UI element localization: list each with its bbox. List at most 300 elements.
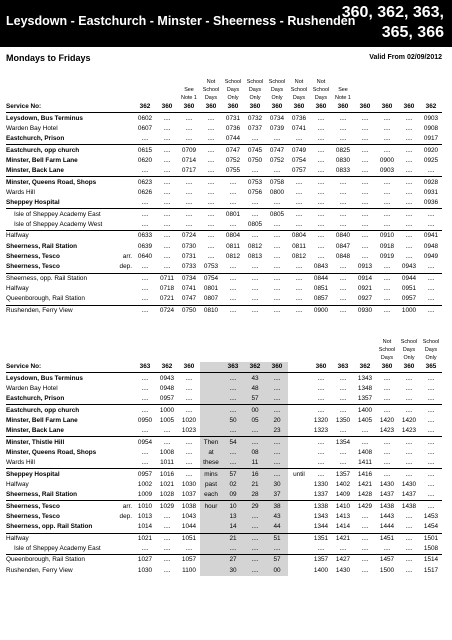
departure-time: 0801 [225,210,241,218]
notes-row [6,78,442,102]
departure-time: .... [244,134,266,145]
departure-time: .... [229,178,237,186]
service-note: School Days Only [400,339,418,361]
departure-time: 1402 [335,480,351,488]
service-number: 360 [288,102,310,113]
timetable-row [6,405,442,416]
service-note: School Days Only [246,79,264,101]
departure-time [288,533,310,544]
arrival-departure-mark [111,273,134,284]
departure-time: 0755 [222,166,244,177]
departure-time: .... [163,556,171,564]
departure-time: .... [317,384,325,392]
service-note [266,338,288,362]
departure-time: 0745 [247,146,263,154]
valid-from-date: Valid From 02/09/2012 [369,54,442,61]
departure-time: .... [163,512,171,520]
departure-time: 0744 [222,134,244,145]
timetable-row [6,177,442,188]
departure-time: .... [405,374,413,382]
timetable-row [6,555,442,566]
service-note: School Days Only [224,79,242,101]
service-number: 360 [222,102,244,113]
departure-time [200,384,222,394]
departure-time: 1010 [137,502,153,510]
departure-time: .... [310,394,332,405]
service-note: Not School Days [378,339,396,361]
departure-time: 0741 [291,124,307,132]
departure-time: 0918 [379,242,395,250]
departure-time: 0941 [423,232,439,240]
departure-time: .... [156,522,178,533]
service-label-spacer [111,102,134,113]
departure-time: .... [207,232,215,240]
departure-time [288,555,310,566]
departure-time: 43 [244,373,266,384]
service-note [156,78,178,102]
departure-time: .... [427,502,435,510]
service-number: 360 [200,102,222,113]
departure-time: 0747 [225,146,241,154]
arrival-departure-mark [111,437,134,448]
departure-time: hour [200,501,222,512]
departure-time [200,426,222,437]
arrival-departure-mark: arr. [122,252,132,260]
departure-time: .... [317,406,325,414]
departure-time: 1409 [332,490,354,501]
departure-time: 0812 [247,242,263,250]
departure-time: .... [156,544,178,555]
departure-time [200,416,222,426]
departure-time: .... [207,188,215,196]
departure-time: .... [427,210,435,218]
timetable-row [6,566,442,576]
departure-time: .... [405,470,413,478]
service-note: Not School Days [290,79,308,101]
departure-time: 1337 [310,490,332,501]
stop-name: Eastchurch, Prison [6,394,111,405]
departure-time: .... [405,448,413,456]
timetable-row [6,198,442,209]
departure-time: .... [405,242,413,250]
timetable-row [6,490,442,501]
departure-time: .... [405,188,413,196]
service-number-row [6,362,442,373]
service-note [111,338,134,362]
departure-time: .... [185,188,193,196]
departure-time: .... [361,124,369,132]
departure-time: 0602 [137,114,153,122]
departure-time: .... [405,210,413,218]
departure-time: .... [339,285,347,293]
timetable-mondays-to-fridays-part-2 [6,338,442,576]
departure-time: 1323 [310,426,332,437]
departure-time: 0623 [137,178,153,186]
departure-time: .... [310,544,332,555]
departure-time: 54 [222,437,244,448]
stop-name: Sheppey Hospital [6,198,111,209]
timetable-row [6,124,442,134]
arrival-departure-mark: dep. [111,262,134,273]
departure-time: .... [332,458,354,469]
departure-time: .... [134,294,156,305]
arrival-departure-mark [111,384,134,394]
departure-time: 0754 [291,156,307,164]
timetable-mondays-to-fridays-part-1 [6,78,442,316]
service-label: Service No: [6,362,111,373]
stop-name: Minster, Queens Road, Shops [6,178,97,186]
arrival-departure-mark [111,166,134,177]
departure-time: .... [383,438,391,446]
departure-time: 28 [244,490,266,501]
departure-time [200,533,222,544]
service-note [354,338,376,362]
service-note [156,338,178,362]
departure-time: 1508 [420,544,442,555]
departure-time: .... [295,274,303,282]
departure-time: 1416 [357,470,373,478]
departure-time: 0833 [332,166,354,177]
departure-time: 21 [244,480,266,490]
departure-time: 0734 [181,274,197,282]
departure-time: .... [405,178,413,186]
timetable-row [6,252,442,262]
timetable-row [6,512,442,522]
departure-time: .... [376,198,398,209]
departure-time: 0931 [423,188,439,196]
departure-time: 1437 [398,490,420,501]
departure-time: .... [185,124,193,132]
departure-time: .... [222,544,244,555]
service-note [354,78,376,102]
departure-time: .... [163,566,171,574]
departure-time: 29 [244,501,266,512]
departure-time: .... [383,470,391,478]
departure-time: .... [229,285,237,293]
departure-time: 1414 [332,522,354,533]
departure-time: .... [273,306,281,314]
departure-time: .... [156,166,178,177]
departure-time: .... [244,555,266,566]
departure-time: .... [185,178,193,186]
service-number: 360 [398,102,420,113]
service-note [6,78,111,102]
departure-time: .... [288,198,310,209]
departure-time: .... [339,114,347,122]
service-note: School Days Only [268,79,286,101]
arrival-departure-mark [111,426,134,437]
departure-time: .... [405,232,413,240]
arrival-departure-mark [111,145,134,156]
departure-time: 1430 [379,480,395,488]
departure-time: .... [178,458,200,469]
departure-time: 0804 [225,232,241,240]
departure-time: 23 [266,426,288,437]
service-note: Not School Days [312,79,330,101]
departure-time: 0752 [225,156,241,164]
departure-time: .... [310,166,332,177]
departure-time: 1430 [401,480,417,488]
service-note [376,78,398,102]
departure-time: 0737 [247,124,263,132]
departure-time: 1430 [335,566,351,574]
departure-time: .... [244,198,266,209]
departure-time: .... [163,114,171,122]
departure-time: 1428 [354,490,376,501]
departure-time: .... [317,438,325,446]
departure-time: .... [405,566,413,574]
departure-time: 0718 [159,285,175,293]
departure-time: .... [339,188,347,196]
departure-time: 0639 [137,242,153,250]
stop-name: Minster, Bell Farm Lane [6,416,78,424]
departure-time: .... [332,134,354,145]
departure-time: 0709 [181,146,197,154]
departure-time: 0919 [379,252,395,260]
service-number: 360 [398,362,420,373]
service-number: 362 [420,102,442,113]
departure-time: .... [339,406,347,414]
departure-time: .... [383,374,391,382]
departure-time: .... [266,394,288,405]
departure-time: 0805 [244,220,266,231]
stop-name: Rushenden, Ferry View [6,566,73,574]
departure-time [288,512,310,522]
departure-time: .... [405,384,413,392]
departure-time: 21 [222,533,244,544]
service-number: 360 [156,102,178,113]
departure-time: .... [141,374,149,382]
departure-time: .... [185,210,193,218]
departure-time: .... [376,458,398,469]
departure-time: .... [266,437,288,448]
departure-time: 1344 [310,522,332,533]
departure-time: 20 [266,416,288,426]
departure-time: .... [383,210,391,218]
arrival-departure-mark: dep. [119,512,132,520]
departure-time: .... [427,438,435,446]
stop-name: Sheerness, opp. Rail Station [6,274,87,282]
departure-time: .... [288,134,310,145]
departure-time: .... [317,178,325,186]
departure-time: 0954 [137,438,153,446]
timetable-row [6,448,442,458]
stop-name: Isle of Sheppey Academy East [14,210,101,218]
service-note: Not School Days [202,79,220,101]
departure-time: 1421 [357,480,373,488]
departure-time: .... [207,156,215,164]
arrival-departure-mark [111,448,134,458]
departure-time: 0811 [226,242,240,250]
departure-time: 10 [222,501,244,512]
timetable-row [6,294,442,305]
departure-time: .... [163,156,171,164]
departure-time: 0747 [178,294,200,305]
service-numbers [342,3,444,43]
departure-time: .... [251,285,259,293]
departure-time: .... [354,522,376,533]
departure-time: 0900 [313,306,329,314]
departure-time: 1429 [357,502,373,510]
timetable-row [6,522,442,533]
departure-time: 1438 [379,502,395,510]
departure-time: 50 [222,416,244,426]
service-note [398,78,420,102]
departure-time: .... [354,198,376,209]
arrival-departure-mark [111,373,134,384]
departure-time: .... [185,470,193,478]
departure-time: 1038 [181,502,197,510]
departure-time: .... [310,134,332,145]
departure-time: .... [178,220,200,231]
departure-time: 1357 [354,394,376,405]
departure-time [288,448,310,458]
departure-time: .... [207,146,215,154]
departure-time: 0951 [401,285,417,293]
departure-time: .... [405,406,413,414]
departure-time: .... [361,146,369,154]
departure-time: 1013 [137,512,153,520]
departure-time: .... [361,566,369,574]
service-number: 362 [244,362,266,373]
departure-time: 1444 [376,522,398,533]
departure-time: 0757 [288,166,310,177]
arrival-departure-mark [111,469,134,480]
service-number: 363 [222,362,244,373]
departure-time: 0944 [401,274,417,282]
departure-time: 0830 [335,156,351,164]
departure-time: mins [200,469,222,480]
departure-time: 0920 [423,146,439,154]
departure-time: .... [339,178,347,186]
departure-time: 13 [222,512,244,522]
departure-time: .... [405,146,413,154]
departure-time: .... [376,544,398,555]
departure-time: 1100 [182,566,196,574]
stop-name: Sheerness, opp. Rail Station [6,522,111,533]
departure-time: .... [405,438,413,446]
departure-time: 1427 [335,556,351,564]
departure-time [288,416,310,426]
departure-time: .... [383,114,391,122]
departure-time: .... [207,242,215,250]
service-note: See Note 1 [335,87,351,101]
arrival-departure-mark [111,209,134,220]
departure-time: .... [317,374,325,382]
departure-time: 1517 [423,566,439,574]
service-note [111,78,134,102]
departure-time: 0813 [247,252,263,260]
departure-time [288,394,310,405]
departure-time: .... [420,394,442,405]
departure-time: 1020 [181,416,197,424]
departure-time: .... [427,406,435,414]
departure-time: .... [156,426,178,437]
timetable-row [6,209,442,220]
departure-time: .... [134,544,156,555]
arrival-departure-mark [111,231,134,242]
departure-time: 0913 [354,262,376,273]
service-number-row [6,102,442,113]
departure-time: .... [427,374,435,382]
departure-time: .... [134,198,156,209]
departure-time: .... [398,544,420,555]
departure-time: .... [288,294,310,305]
stop-name: Eastchurch, opp church [6,406,80,414]
departure-time: .... [295,210,303,218]
departure-time: .... [134,394,156,405]
departure-time: .... [185,114,193,122]
service-note [310,338,332,362]
arrival-departure-mark [111,294,134,305]
timetable-row [6,426,442,437]
departure-time: .... [178,198,200,209]
departure-time: 02 [222,480,244,490]
departure-time: 0756 [247,188,263,196]
departure-time: .... [185,448,193,456]
departure-time: .... [427,480,435,488]
departure-time: .... [398,198,420,209]
departure-time: 1443 [379,512,395,520]
departure-time: .... [361,210,369,218]
departure-time: .... [156,198,178,209]
departure-time: at [200,448,222,458]
departure-time: 1437 [376,490,398,501]
departure-time: .... [163,438,171,446]
departure-time: 1029 [159,502,175,510]
stop-name: Eastchurch, Prison [6,134,111,145]
departure-time: 08 [244,448,266,458]
departure-time: 1438 [401,502,417,510]
arrival-departure-mark [111,405,134,416]
timetable-row [6,188,442,198]
departure-time: .... [207,252,215,260]
departure-time: 0717 [178,166,200,177]
departure-time: 1357 [335,470,351,478]
departure-time: .... [383,274,391,282]
departure-time: 1514 [423,556,439,564]
timetable-row [6,284,442,294]
departure-time: 0936 [420,198,442,209]
timetable-row [6,220,442,231]
departure-time: .... [383,406,391,414]
departure-time: 0917 [420,134,442,145]
departure-time: 11 [244,458,266,469]
departure-time: .... [134,458,156,469]
service-number [200,362,222,373]
departure-time: .... [273,252,281,260]
departure-time: these [200,458,222,469]
departure-time: 1348 [357,384,373,392]
departure-time: .... [354,220,376,231]
departure-time: .... [251,232,259,240]
departure-time: .... [200,220,222,231]
departure-time: .... [207,210,215,218]
departure-time: .... [266,373,288,384]
timetable-row [6,480,442,490]
departure-time: 0943 [398,262,420,273]
departure-time: 1008 [159,448,175,456]
departure-time: .... [163,178,171,186]
stop-name: Leysdown, Bus Terminus [6,374,83,382]
timetable-row [6,544,442,555]
departure-time: 1423 [398,426,420,437]
departure-time: .... [185,438,193,446]
departure-time: .... [361,114,369,122]
stop-name: Halfway [6,480,29,488]
departure-time: .... [163,124,171,132]
departure-time: 1350 [335,416,351,424]
